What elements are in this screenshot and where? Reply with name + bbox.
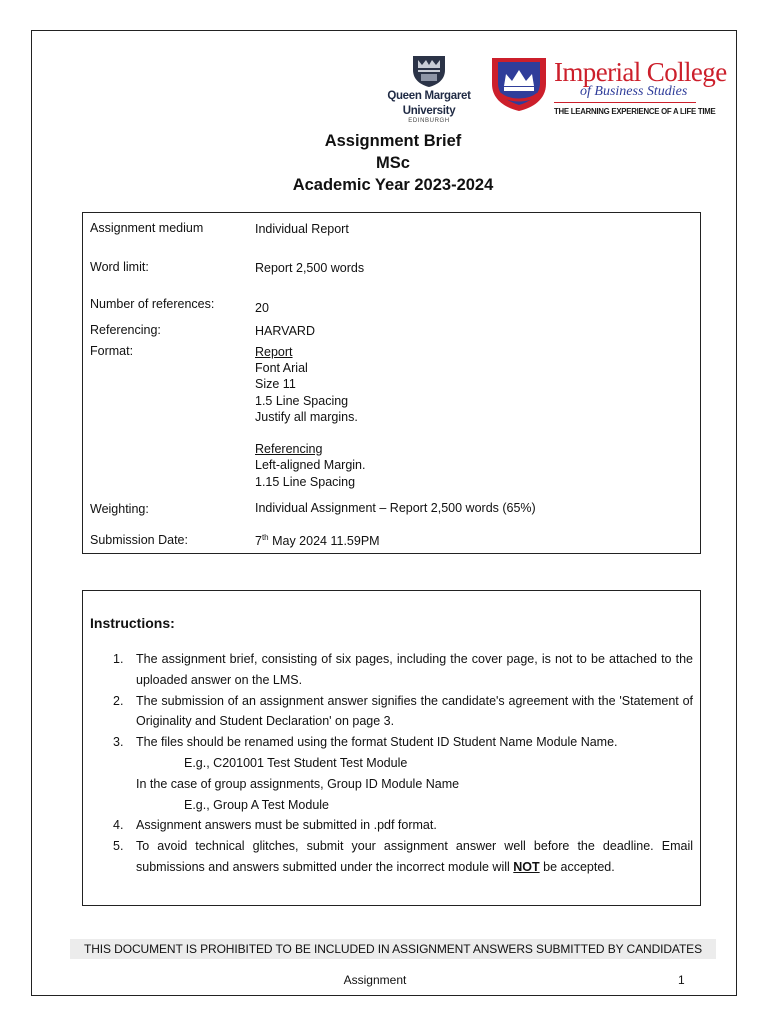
- detail-label: Assignment medium: [90, 221, 204, 235]
- format-report-line: Font Arial: [255, 361, 308, 376]
- list-text-part: be accepted.: [539, 859, 615, 874]
- format-values: [255, 344, 365, 490]
- icbs-subtitle: of Business Studies: [580, 84, 688, 99]
- list-item: [113, 836, 693, 878]
- submission-day: 7: [255, 534, 262, 548]
- group-line: In the case of group assignments, Group ID Module Name: [136, 776, 460, 791]
- detail-label: Number of references:: [90, 297, 215, 311]
- qmu-logo: [380, 54, 478, 124]
- list-text: The submission of an assignment answer signifies the candidate's agreement with the 'Statement of Originality and Student Declaration' on page 3.: [136, 693, 693, 729]
- list-text: The files should be renamed using the format Student ID Student Name Module Name.: [136, 735, 618, 750]
- list-number: 4.: [113, 818, 124, 833]
- qmu-city: EDINBURGH: [408, 118, 450, 124]
- detail-value: HARVARD: [255, 324, 315, 338]
- list-item: [113, 649, 693, 691]
- detail-label: Referencing:: [90, 323, 161, 337]
- title-line-3: Academic Year 2023-2024: [292, 176, 494, 194]
- list-item: [113, 815, 693, 836]
- detail-value: Individual Report: [255, 222, 349, 236]
- list-item: [113, 732, 693, 753]
- format-report-line: 1.5 Line Spacing: [255, 393, 349, 408]
- submission-date: [255, 533, 380, 549]
- title-line-1: Assignment Brief: [324, 132, 462, 150]
- icbs-rule: [554, 102, 696, 103]
- icbs-title: Imperial College: [554, 57, 727, 87]
- list-text: Assignment answers must be submitted in .pdf format.: [136, 818, 437, 833]
- qmu-name-line2: University: [402, 105, 456, 117]
- prohibition-banner: THIS DOCUMENT IS PROHIBITED TO BE INCLUDED IN ASSIGNMENT ANSWERS SUBMITTED BY CANDIDATES: [70, 939, 716, 959]
- list-text: [136, 839, 693, 874]
- detail-label: Weighting:: [90, 502, 149, 516]
- instructions-list: [113, 649, 693, 878]
- title-line-2: MSc: [376, 154, 410, 172]
- list-text-part: To avoid technical glitches, submit your assignment answer well before the deadline. Email submissions and answers submitted under the incorrect module will: [136, 839, 693, 874]
- instructions-box: [82, 590, 701, 906]
- footer-label: Assignment: [343, 973, 407, 987]
- format-report-heading: Report: [255, 345, 293, 359]
- format-ref-line: Left-aligned Margin.: [255, 458, 366, 473]
- example-line: E.g., C201001 Test Student Test Module: [184, 755, 408, 770]
- format-report-line: Size 11: [255, 377, 296, 392]
- detail-value: Individual Assignment – Report 2,500 words (65%): [255, 501, 536, 515]
- qmu-name-line1: Queen Margaret: [387, 90, 471, 102]
- list-number: 3.: [113, 735, 124, 750]
- detail-value: 20: [255, 301, 269, 315]
- detail-label: Format:: [90, 344, 134, 358]
- list-number: 5.: [113, 839, 124, 854]
- instructions-heading: Instructions:: [90, 615, 175, 631]
- icbs-logo: [490, 56, 727, 122]
- icbs-tagline: THE LEARNING EXPERIENCE OF A LIFE TIME: [554, 107, 716, 116]
- example-line: E.g., Group A Test Module: [184, 797, 329, 812]
- list-number: 1.: [113, 652, 124, 666]
- submission-day-suffix: th: [261, 532, 269, 542]
- detail-label: Submission Date:: [90, 533, 188, 547]
- list-text: The assignment brief, consisting of six pages, including the cover page, is not to be attached to the uploaded answer on the LMS.: [136, 652, 693, 687]
- qmu-shield-icon: [409, 54, 449, 88]
- submission-rest: May 2024 11.59PM: [268, 534, 380, 548]
- emphasis-not: NOT: [513, 859, 540, 874]
- page-number: 1: [678, 973, 685, 987]
- assignment-details-table: [82, 212, 701, 554]
- format-report-line: Justify all margins.: [255, 409, 358, 424]
- format-ref-heading: Referencing: [255, 442, 323, 457]
- list-number: 2.: [113, 693, 124, 708]
- icbs-crest-icon: [490, 56, 548, 112]
- detail-value: Report 2,500 words: [255, 261, 365, 275]
- format-ref-line: 1.15 Line Spacing: [255, 474, 356, 489]
- document-title: [0, 130, 768, 196]
- detail-label: Word limit:: [90, 260, 149, 274]
- list-item: [113, 691, 693, 733]
